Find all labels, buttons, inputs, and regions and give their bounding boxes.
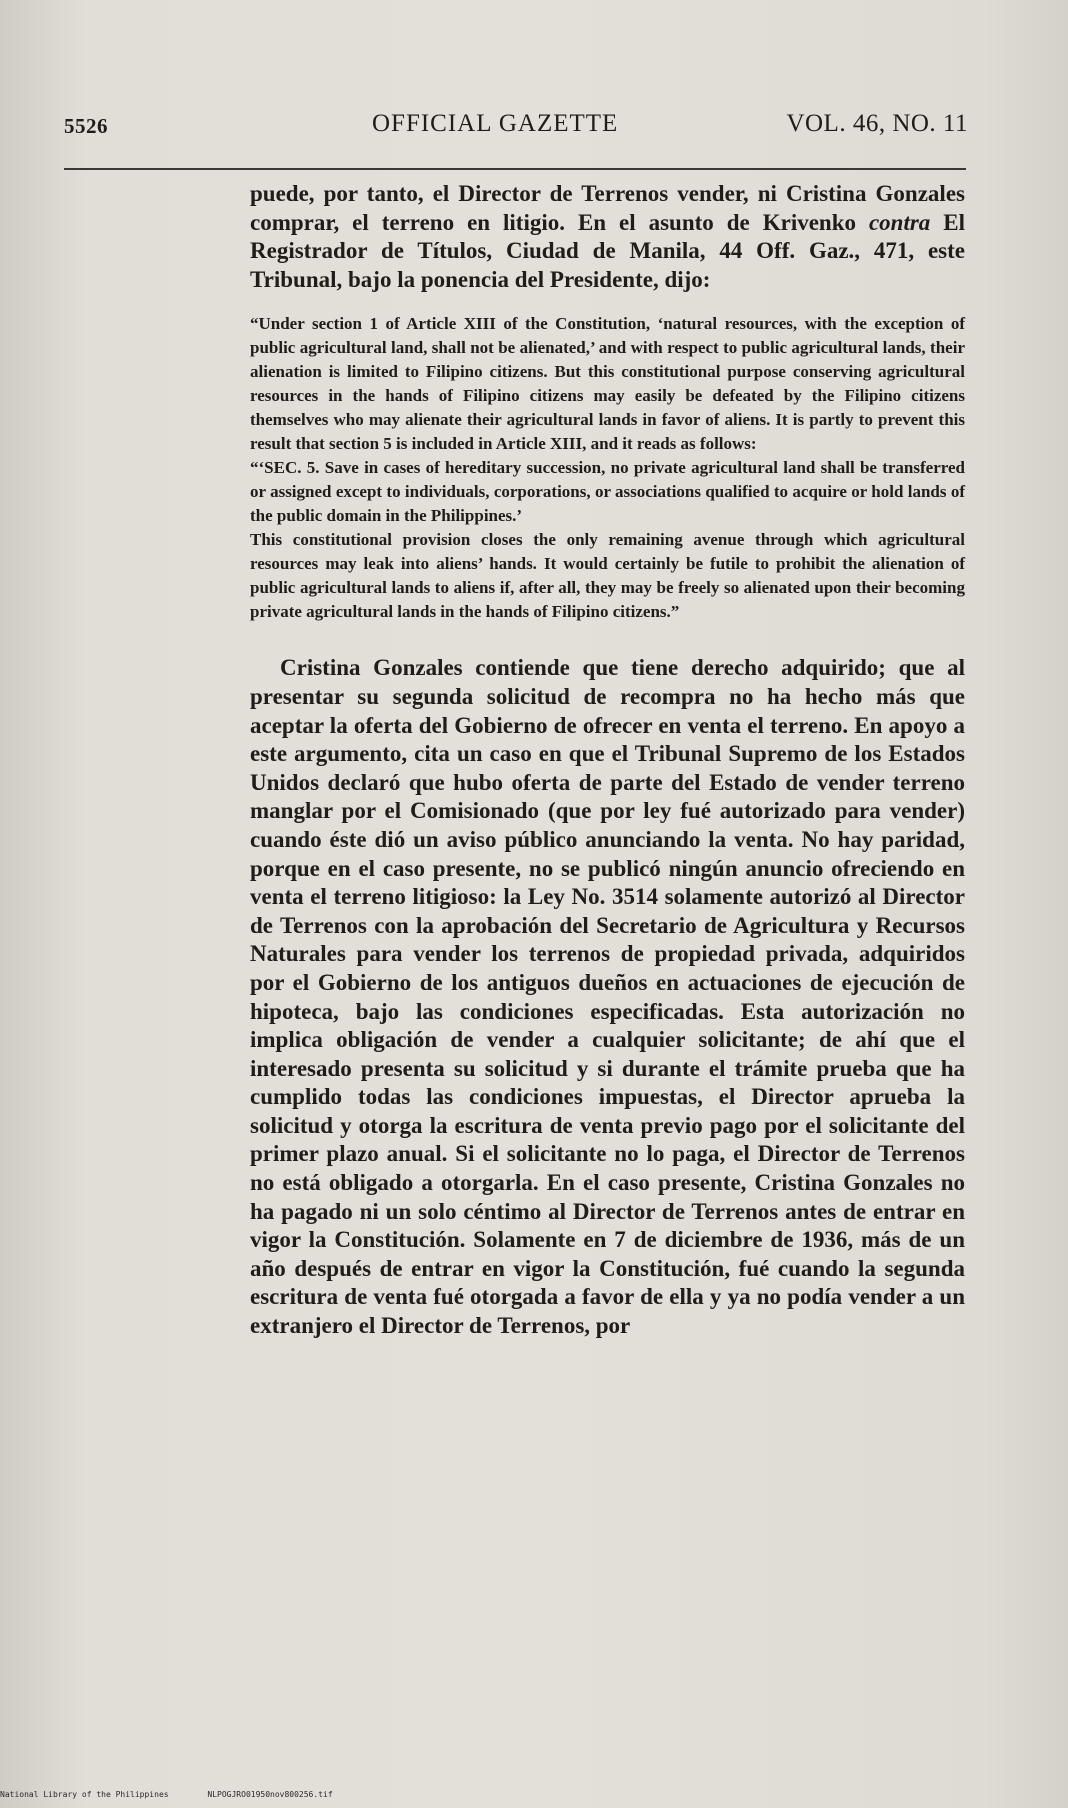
intro-rest: El Registrador de Títulos, Ciudad de Manila, 44 Off. Gaz., 471, este Tribunal, bajo la ponencia del Presidente, dijo: [250, 209, 966, 292]
publication-title: OFFICIAL GAZETTE [372, 110, 619, 137]
page-number: 5526 [64, 114, 108, 138]
footer-library: National Library of the Philippines [0, 1790, 169, 1799]
quote-part-1: “Under section 1 of Article XIII of the Constitution, ‘natural resources, with the exception of public agricultural land, shall not be alienated,’ and with respect to public agricultural lands, their alienation is limited to Filipino citizens. But this constitutional purpose conserving agricultural resources in the hands of Filipino citizens may easily be defeated by the Filipino citizens themselves who may alienate their agricultural lands in favor of aliens. It is partly to prevent this result that section 5 is included in Article XIII, and it reads as follows: [250, 314, 965, 454]
intro-paragraph [250, 180, 965, 294]
volume-number: VOL. 46, NO. 11 [786, 110, 968, 137]
page-footer [0, 1790, 367, 1799]
intro-italic-word: contra [868, 209, 931, 235]
footer-file-id: NLPOGJRO01950nov800256.tif [207, 1790, 333, 1799]
main-paragraph: Cristina Gonzales contiende que tiene derecho adquirido; que al presentar su segunda solicitud de recompra no ha hecho más que aceptar la oferta del Gobierno de ofrecer en venta el terreno. En apoyo a este argumento, cita un caso en que el Tribunal Supremo de los Estados Unidos declaró que hubo oferta de parte del Estado de vender terreno manglar por el Comisionado (que por ley fué autorizado para vender) cuando éste dió un aviso público anunciando la venta. No hay paridad, porque en el caso presente, no se publicó ningún anuncio ofreciendo en venta el terreno litigioso: la Ley No. 3514 solamente autorizó al Director de Terrenos con la aprobación del Secretario de Agricultura y Recursos Naturales para vender los terrenos de propiedad privada, adquiridos por el Gobierno de los antiguos dueños en actuaciones de ejecución de hipoteca, bajo las condiciones especificadas. Esta autorización no implica obligación de vender a cualquier solicitante; de ahí que el interesado presenta su solicitud y si durante el trámite prueba que ha cumplido todas las condiciones impuestas, el Director aprueba la solicitud y otorga la escritura de venta previo pago por el solicitante del primer plazo anual. Si el solicitante no lo paga, el Director de Terrenos no está obligado a otorgarla. En el caso presente, Cristina Gonzales no ha pagado ni un solo céntimo al Director de Terrenos antes de entrar en vigor la Constitución. Solamente en 7 de diciembre de 1936, más de un año después de entrar en vigor la Constitución, fué cuando la segunda escritura de venta fué otorgada a favor de ella y ya no podía vender a un extranjero el Director de Terrenos, por [250, 655, 965, 1339]
intro-lead: puede, por tanto, el Director de Terrenos vender, ni Cristina Gonzales comprar, el terreno en litigio. En el asunto de Krivenko [250, 181, 965, 235]
inner-quote: “‘SEC. 5. Save in cases of hereditary succession, no private agricultural land shall be transferred or assigned except to individuals, corporations, or associations qualified to acquire or hold lands of the public domain in the Philippines.’ [250, 458, 965, 526]
article-body [250, 180, 965, 1364]
header-rule [64, 168, 966, 170]
quote-part-2: This constitutional provision closes the only remaining avenue through which agricultural resources may leak into aliens’ hands. It would certainly be futile to prohibit the alienation of public agricultural lands to aliens if, after all, they may be freely so alienated upon their becoming private agricultural lands in the hands of Filipino citizens.” [250, 530, 965, 622]
block-quote [250, 312, 965, 624]
page-header [64, 106, 968, 142]
